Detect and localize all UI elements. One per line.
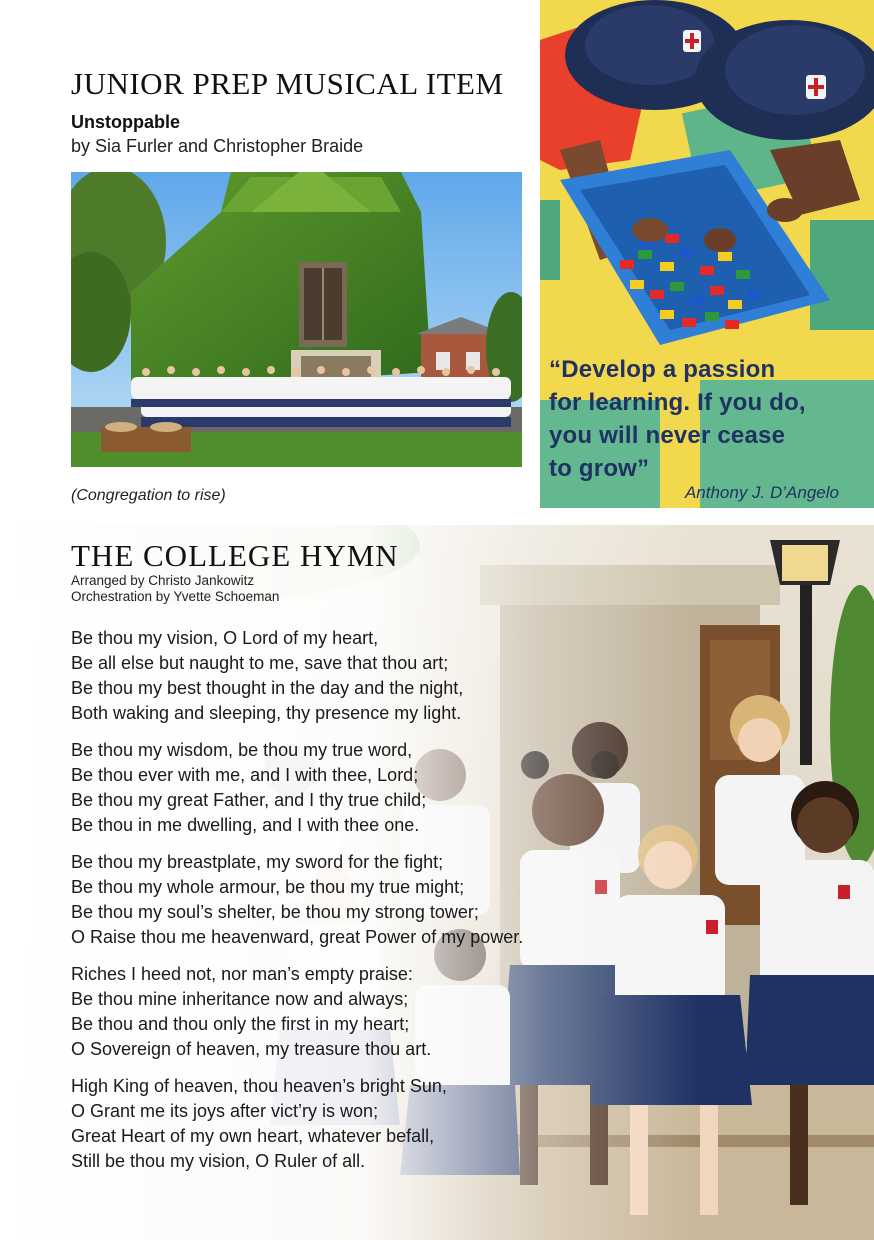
ivy-building-photo bbox=[71, 172, 522, 467]
congregation-note: (Congregation to rise) bbox=[71, 487, 226, 504]
quote-text bbox=[549, 353, 869, 485]
ivy-building-illustration bbox=[71, 172, 522, 467]
hymn-line: Be thou mine inheritance now and always; bbox=[71, 989, 409, 1009]
hymn-line: O Raise thou me heavenward, great Power of my power. bbox=[71, 927, 524, 947]
hymn-stanza-3 bbox=[71, 850, 631, 950]
hymn-line: Still be thou my vision, O Ruler of all. bbox=[71, 1151, 366, 1171]
hymn-heading: THE COLLEGE HYMN bbox=[71, 538, 399, 573]
quote-line: to grow” bbox=[549, 455, 650, 482]
hymn-line: Be thou my breastplate, my sword for the fight; bbox=[71, 852, 444, 872]
hymn-line: Be thou my soul’s shelter, be thou my strong tower; bbox=[71, 902, 479, 922]
hymn-line: Be thou my great Father, and I thy true child; bbox=[71, 790, 427, 810]
quote-line: for learning. If you do, bbox=[549, 389, 806, 416]
hymn-stanza-5 bbox=[71, 1074, 631, 1174]
quote-author: Anthony J. D’Angelo bbox=[684, 483, 839, 502]
hymn-arranged-by: Arranged by Christo Jankowitz bbox=[71, 573, 255, 588]
hymn-line: High King of heaven, thou heaven’s bright Sun, bbox=[71, 1076, 447, 1096]
quote-line: “Develop a passion bbox=[549, 356, 776, 383]
hymn-line: Great Heart of my own heart, whatever befall, bbox=[71, 1126, 435, 1146]
hymn-line: Be thou ever with me, and I with thee, Lord; bbox=[71, 765, 419, 785]
hymn-stanza-4 bbox=[71, 962, 631, 1062]
hymn-line: Be all else but naught to me, save that thou art; bbox=[71, 653, 449, 673]
piece-credit: by Sia Furler and Christopher Braide bbox=[71, 136, 364, 156]
hymn-lyrics bbox=[71, 626, 631, 1186]
hymn-orchestration-by: Orchestration by Yvette Schoeman bbox=[71, 589, 280, 604]
hymn-line: O Grant me its joys after vict’ry is won; bbox=[71, 1101, 379, 1121]
hymn-line: Be thou my whole armour, be thou my true might; bbox=[71, 877, 465, 897]
hymn-line: Both waking and sleeping, thy presence my light. bbox=[71, 703, 462, 723]
hymn-line: Riches I heed not, nor man’s empty praise: bbox=[71, 964, 413, 984]
hymn-line: Be thou my vision, O Lord of my heart, bbox=[71, 628, 379, 648]
hymn-stanza-1 bbox=[71, 626, 631, 726]
quote-line: you will never cease bbox=[549, 422, 786, 449]
hymn-line: Be thou in me dwelling, and I with thee one. bbox=[71, 815, 420, 835]
musical-heading: JUNIOR PREP MUSICAL ITEM bbox=[71, 66, 504, 101]
hymn-line: Be thou my wisdom, be thou my true word, bbox=[71, 740, 413, 760]
hymn-stanza-2 bbox=[71, 738, 631, 838]
hymn-line: O Sovereign of heaven, my treasure thou art. bbox=[71, 1039, 432, 1059]
hymn-line: Be thou and thou only the first in my heart; bbox=[71, 1014, 410, 1034]
hymn-line: Be thou my best thought in the day and the night, bbox=[71, 678, 464, 698]
piece-title: Unstoppable bbox=[71, 112, 181, 132]
